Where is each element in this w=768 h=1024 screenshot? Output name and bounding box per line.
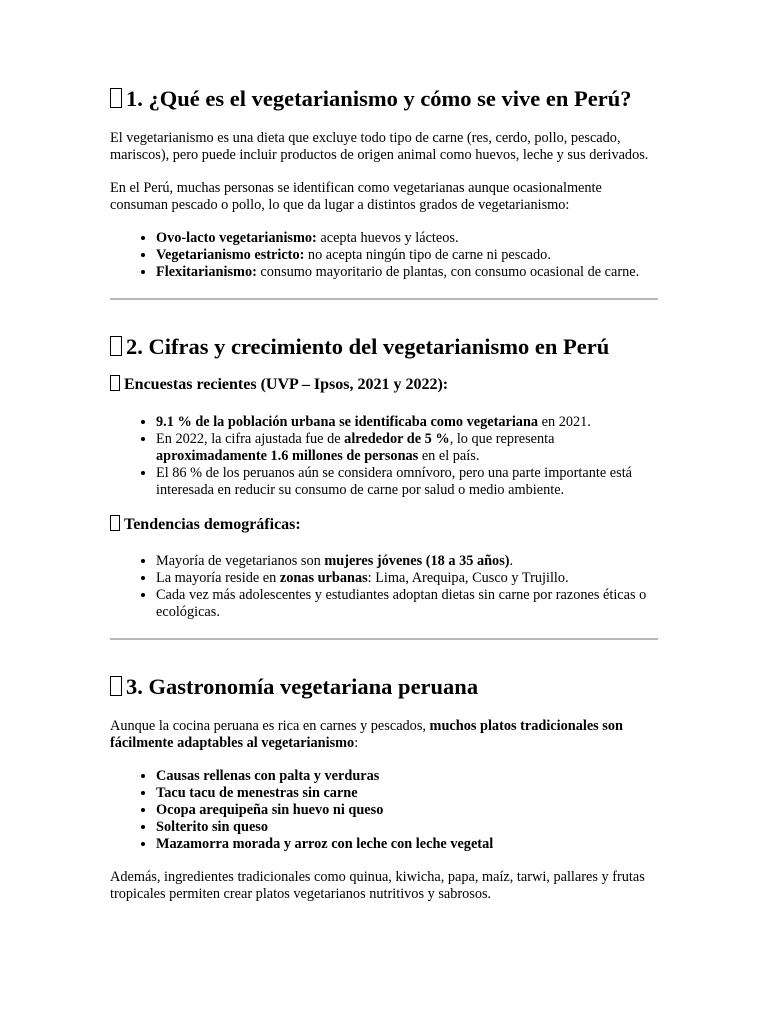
list-item-bold: alrededor de 5 % [344,431,450,447]
section-3-heading-text: 3. Gastronomía vegetariana peruana [126,674,479,699]
list-item-text: La mayoría reside en [156,570,280,586]
list-item-text: acepta huevos y lácteos. [316,230,459,246]
list-item [156,570,658,587]
list-item: • Tacu tacu de menestras sin carne [156,785,658,802]
list-item: • Ocopa arequipeña sin huevo ni queso [156,802,658,819]
section-3-paragraph-1 [110,718,658,752]
list-item-bold: 9.1 % de la población urbana se identificaba como vegetariana [156,414,539,430]
list-item-text: en 2021. [538,414,591,430]
list-item: • Solterito sin queso [156,819,658,836]
section-2-heading [110,332,658,362]
list-item: • El 86 % de los peruanos aún se considera omnívoro, pero una parte importante está interesada en reducir su consumo de carne por salud o medio ambiente. [156,465,658,499]
section-1-paragraph-2: En el Perú, muchas personas se identifican como vegetarianas aunque ocasionalmente consuman pescado o pollo, lo que da lugar a distintos grados de vegetarianismo: [110,180,602,213]
paragraph-text: Aunque la cocina peruana es rica en carnes y pescados, [110,718,430,734]
list-item-bold: zonas urbanas [279,570,368,586]
missing-glyph-icon [110,336,122,356]
list-item-text: no acepta ningún tipo de carne ni pescado. [304,247,551,263]
demographics-subheading-text: Tendencias demográficas: [124,516,301,533]
demographics-subheading [110,514,658,536]
paragraph-text: : [354,735,359,751]
list-item-text: Mayoría de vegetarianos son [156,553,325,569]
list-item-text: : Lima, Arequipa, Cusco y Trujillo. [367,570,569,586]
paragraph-bold: muchos platos tradicionales son fácilmente adaptables al vegetarianismo [110,718,623,751]
document-content [110,84,658,903]
section-3-heading [110,672,658,702]
missing-glyph-icon [110,515,120,531]
missing-glyph-icon [110,676,122,696]
list-item [156,264,658,281]
list-item [156,247,658,264]
surveys-subheading [110,374,658,396]
section-divider [110,298,658,300]
list-item-text: En 2022, la cifra ajustada fue de [156,431,345,447]
dishes-list [110,768,658,853]
section-1-paragraph-1: El vegetarianismo es una dieta que excluye todo tipo de carne (res, cerdo, pollo, pescado, mariscos), pero puede incluir productos de origen animal como huevos, leche y sus derivados. [110,130,649,163]
section-1-heading-text: 1. ¿Qué es el vegetarianismo y cómo se vive en Perú? [126,86,632,111]
missing-glyph-icon [110,375,120,391]
vegetarianism-types-list [110,230,658,281]
list-item: • Causas rellenas con palta y verduras [156,768,658,785]
list-item [156,431,658,465]
list-item-text: , lo que representa [449,431,555,447]
list-item-bold: aproximadamente 1.6 millones de personas [156,448,419,464]
list-item-term: Ovo-lacto vegetarianismo: [156,230,317,246]
list-item: • Mazamorra morada y arroz con leche con leche vegetal [156,836,658,853]
list-item-term: Vegetarianismo estricto: [156,247,305,263]
missing-glyph-icon [110,88,122,108]
section-1-heading [110,84,658,114]
list-item: • Cada vez más adolescentes y estudiantes adoptan dietas sin carne por razones éticas o ecológicas. [156,587,658,621]
section-divider [110,638,658,640]
list-item-bold: mujeres jóvenes (18 a 35 años) [324,553,510,569]
section-3-paragraph-2: Además, ingredientes tradicionales como quinua, kiwicha, papa, maíz, tarwi, pallares y frutas tropicales permiten crear platos vegetarianos nutritivos y sabrosos. [110,869,645,902]
demographic-trends-list [110,553,658,621]
list-item [156,414,658,431]
list-item [156,553,658,570]
list-item-text: . [509,553,514,569]
list-item-text: consumo mayoritario de plantas, con consumo ocasional de carne. [256,264,640,280]
survey-figures-list [110,414,658,499]
section-2-heading-text: 2. Cifras y crecimiento del vegetarianismo en Perú [126,334,610,359]
surveys-subheading-text: Encuestas recientes (UVP – Ipsos, 2021 y 2022): [124,376,449,393]
list-item [156,230,658,247]
list-item-text: en el país. [418,448,480,464]
list-item-term: Flexitarianismo: [156,264,257,280]
